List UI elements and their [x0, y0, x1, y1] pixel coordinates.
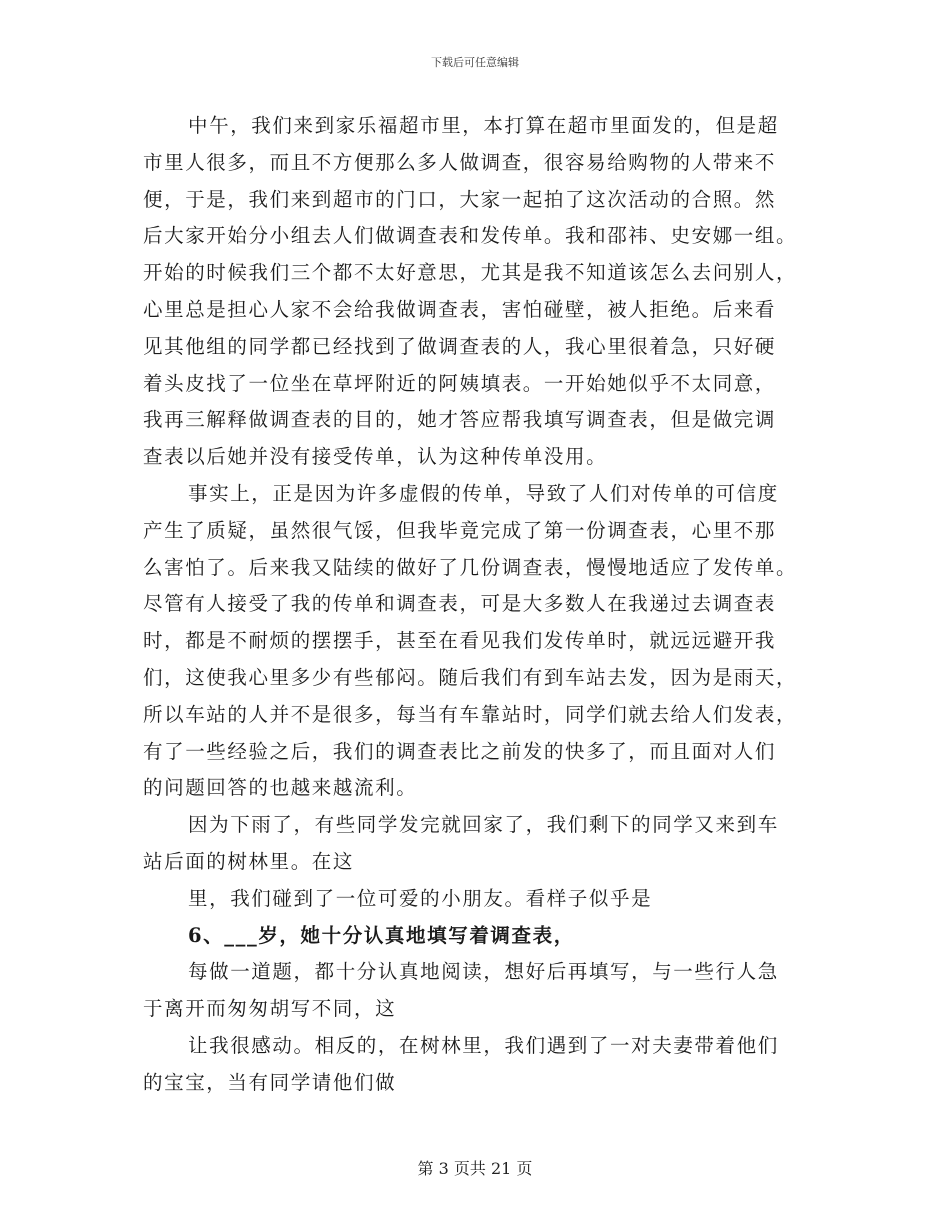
- document-body: [143, 108, 823, 1102]
- text-line: 产生了质疑，虽然很气馁，但我毕竟完成了第一份调查表，心里不那: [143, 518, 777, 542]
- text-line: 于离开而匆匆胡写不同，这: [143, 997, 397, 1021]
- text-line: 每做一道题，都十分认真地阅读，想好后再填写，与一些行人急: [188, 960, 779, 984]
- text-line: 见其他组的同学都已经找到了做调查表的人，我心里很着急，只好硬: [143, 334, 777, 358]
- text-line: 的问题回答的也越来越流利。: [143, 776, 418, 800]
- text-line: 的宝宝，当有同学请他们做: [143, 1070, 397, 1094]
- text-line: 让我很感动。相反的，在树林里，我们遇到了一对夫妻带着他们: [188, 1033, 779, 1057]
- text-line: 后大家开始分小组去人们做调查表和发传单。我和邵祎、史安娜一组。: [143, 224, 798, 248]
- text-line: 开始的时候我们三个都不太好意思，尤其是我不知道该怎么去问别人，: [143, 261, 798, 285]
- text-line: 有了一些经验之后，我们的调查表比之前发的快多了，而且面对人们: [143, 739, 777, 763]
- page-footer: 第 3 页共 21 页: [417, 1159, 533, 1178]
- text-line: 们，这使我心里多少有些郁闷。随后我们有到车站去发，因为是雨天，: [143, 665, 798, 689]
- text-line: 因为下雨了，有些同学发完就回家了，我们剩下的同学又来到车: [188, 813, 779, 837]
- text-line: 6、___岁，她十分认真地填写着调查表，: [188, 923, 575, 947]
- text-line: 心里总是担心人家不会给我做调查表，害怕碰壁，被人拒绝。后来看: [143, 297, 777, 321]
- text-line: 尽管有人接受了我的传单和调查表，可是大多数人在我递过去调查表: [143, 592, 777, 616]
- text-line: 么害怕了。后来我又陆续的做好了几份调查表，慢慢地适应了发传单。: [143, 555, 798, 579]
- text-line: 我再三解释做调查表的目的，她才答应帮我填写调查表，但是做完调: [143, 408, 777, 432]
- text-line: 着头皮找了一位坐在草坪附近的阿姨填表。一开始她似乎不太同意，: [143, 371, 777, 395]
- text-line: 中午，我们来到家乐福超市里，本打算在超市里面发的，但是超: [188, 114, 779, 137]
- text-line: 事实上，正是因为许多虚假的传单，导致了人们对传单的可信度: [188, 481, 779, 505]
- text-line: 查表以后她并没有接受传单，认为这种传单没用。: [143, 445, 608, 469]
- text-line: 便，于是，我们来到超市的门口，大家一起拍了这次活动的合照。然: [143, 187, 777, 211]
- text-line: 站后面的树林里。在这: [143, 849, 355, 873]
- text-line: 里，我们碰到了一位可爱的小朋友。看样子似乎是: [188, 886, 653, 910]
- text-line: 时，都是不耐烦的摆摆手，甚至在看见我们发传单时，就远远避开我: [143, 629, 777, 653]
- page-header: 下载后可任意编辑: [431, 56, 519, 69]
- text-line: 市里人很多，而且不方便那么多人做调查，很容易给购物的人带来不: [143, 150, 777, 174]
- text-line: 所以车站的人并不是很多，每当有车靠站时，同学们就去给人们发表，: [143, 702, 798, 726]
